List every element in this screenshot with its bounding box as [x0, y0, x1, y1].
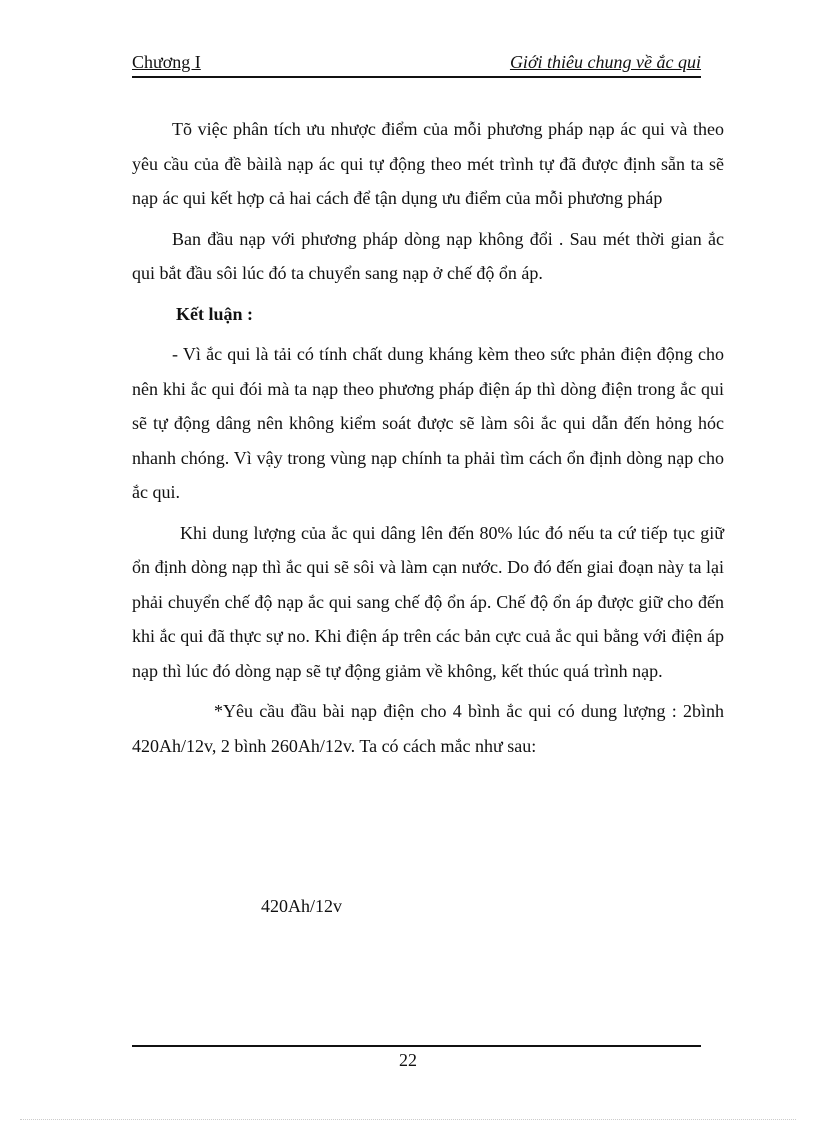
page-edge-divider [20, 1119, 796, 1121]
chapter-label: Chương I [132, 52, 201, 72]
document-body [132, 112, 724, 769]
paragraph-5: *Yêu cầu đầu bài nạp điện cho 4 bình ắc qui có dung lượng : 2bình 420Ah/12v, 2 bình 260Ah/12v. Ta có cách mắc như sau: [132, 701, 724, 756]
conclusion-heading: Kết luận : [176, 303, 254, 324]
page-number: 22 [399, 1050, 417, 1070]
paragraph-1: Tõ việc phân tích ưu nhược điểm của mỗi phương pháp nạp ác qui và theo yêu cầu của đề bàilà nạp ác qui tự động theo mét trình tự đã được định sẵn ta sẽ nạp ác qui kết hợp cả hai cách để tận dụng ưu điểm của mỗi phương pháp [132, 119, 724, 208]
chapter-title: Giới thiêu chung về ắc qui [509, 52, 701, 72]
paragraph-4: Khi dung lượng của ắc qui dâng lên đến 80% lúc đó nếu ta cứ tiếp tục giữ ổn định dòng nạp thì ắc qui sẽ sôi và làm cạn nước. Do đó đến giai đoạn này ta lại phải chuyển chế độ nạp ắc qui sang chế độ ổn áp. Chế độ ổn áp được giữ cho đến khi ắc qui đã thực sự no. Khi điện áp trên các bản cực cuả ắc qui bằng với điện áp nạp thì lúc đó dòng nạp sẽ tự động giảm về không, kết thúc quá trình nạp. [132, 522, 724, 681]
paragraph-3: - Vì ắc qui là tải có tính chất dung kháng kèm theo sức phản điện động cho nên khi ắc qui đói mà ta nạp theo phương pháp điện áp thì dòng điện trong ắc qui sẽ tự động dâng nên không kiểm soát được sẽ làm sôi ắc qui dẫn đến hỏng hóc nhanh chóng. Vì vậy trong vùng nạp chính ta phải tìm cách ổn định dòng nạp cho ắc qui. [132, 344, 724, 502]
page-header [132, 52, 701, 78]
paragraph-2: Ban đầu nạp với phương pháp dòng nạp không đổi . Sau mét thời gian ắc qui bắt đầu sôi lúc đó ta chuyển sang nạp ở chế độ ổn áp. [132, 228, 724, 283]
footer-divider [132, 1045, 701, 1047]
battery-label: 420Ah/12v [261, 896, 342, 916]
